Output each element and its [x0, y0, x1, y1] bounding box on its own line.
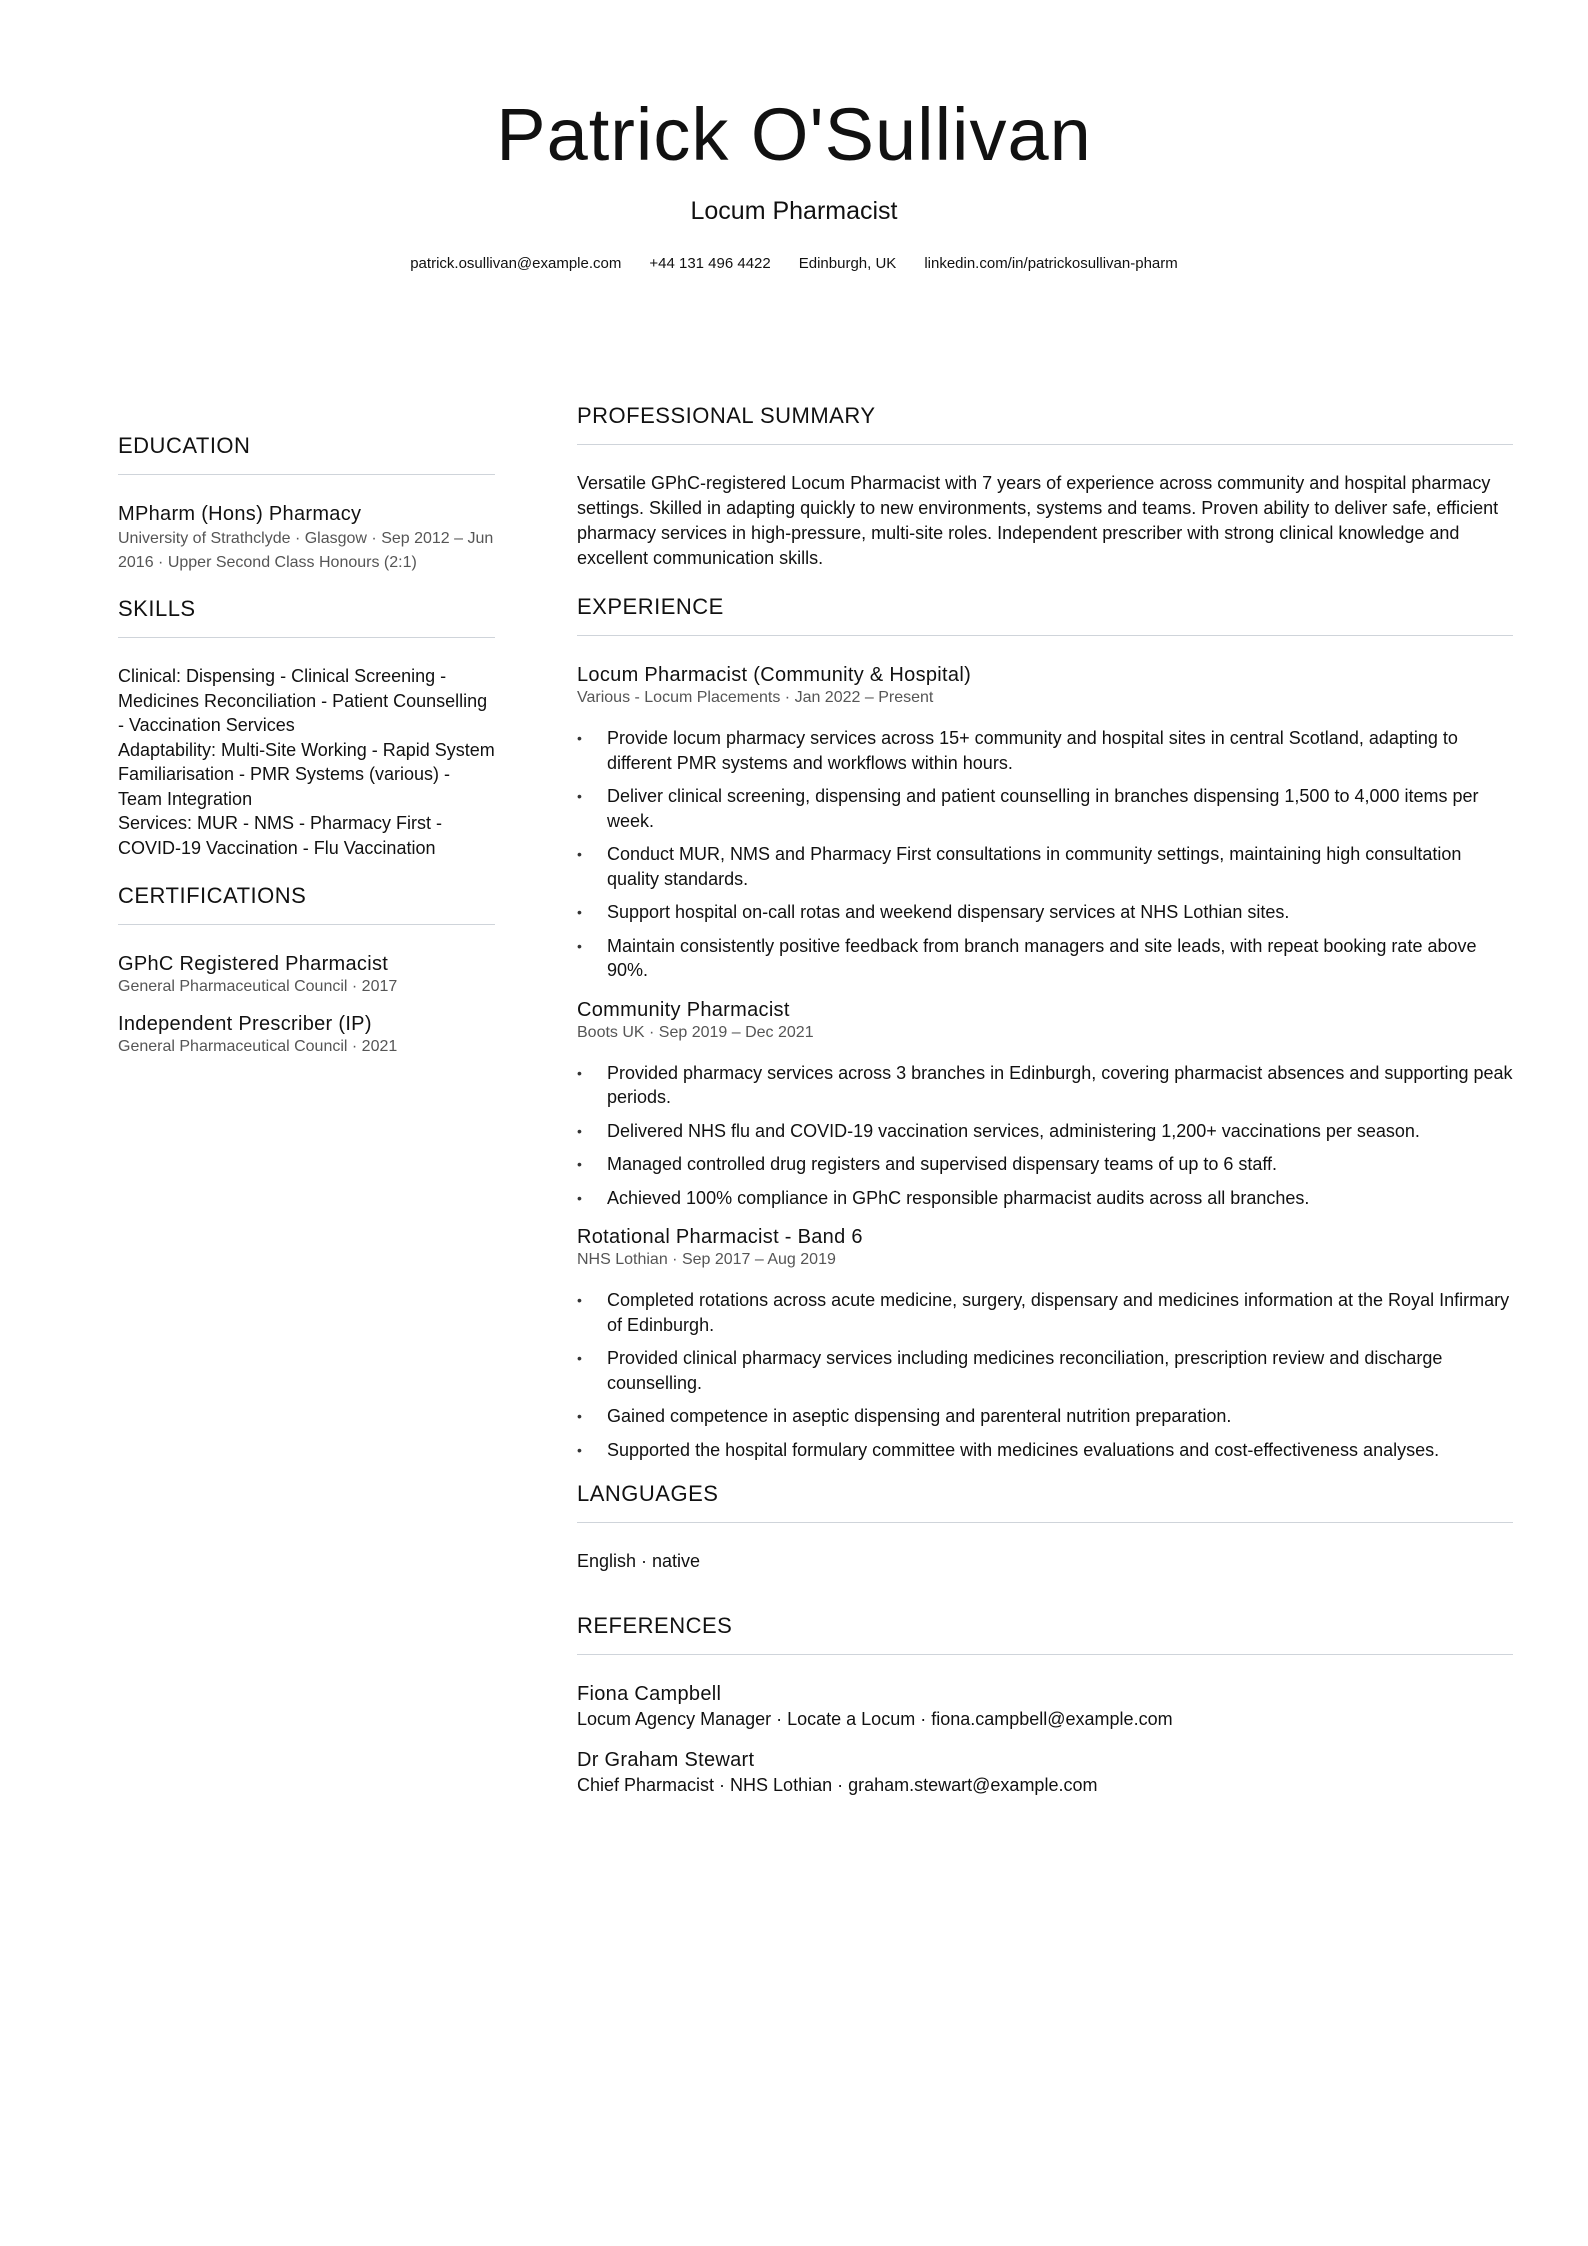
- certification-issuer: General Pharmaceutical Council · 2021: [118, 1038, 398, 1055]
- section-heading: SKILLS: [118, 595, 495, 638]
- skills-clinical: Clinical: Dispensing - Clinical Screening - Medicines Reconciliation - Patient Counselling - Vaccination Services: [118, 666, 488, 735]
- job-bullets: [577, 726, 1513, 983]
- certification-title: Independent Prescriber (IP): [118, 1013, 372, 1035]
- list-item: • Gained competence in aseptic dispensing and parenteral nutrition preparation.: [577, 1404, 1513, 1429]
- summary-text: Versatile GPhC-registered Locum Pharmacist with 7 years of experience across community and hospital pharmacy settings. Skilled in adapting quickly to new environments, systems and teams. Proven ability to deliver safe, efficient pharmacy services in high-pressure, multi-site roles. Independent prescriber with strong clinical knowledge and excellent communication skills.: [577, 473, 1499, 568]
- reference-details: Locum Agency Manager · Locate a Locum · fiona.campbell@example.com: [577, 1709, 1173, 1729]
- degree-title: MPharm (Hons) Pharmacy: [118, 503, 362, 525]
- section-heading: EDUCATION: [118, 432, 495, 475]
- section-heading: REFERENCES: [577, 1612, 1513, 1655]
- contact-location: Edinburgh, UK: [798, 255, 897, 272]
- reference-name: Dr Graham Stewart: [577, 1749, 755, 1771]
- list-item: • Conduct MUR, NMS and Pharmacy First consultations in community settings, maintaining high consultation quality standards.: [577, 842, 1513, 891]
- job-meta: NHS Lothian · Sep 2017 – Aug 2019: [577, 1251, 836, 1268]
- list-item: • Provided pharmacy services across 3 branches in Edinburgh, covering pharmacist absences and supporting peak periods.: [577, 1061, 1513, 1110]
- left-column: [118, 432, 495, 1057]
- section-heading: EXPERIENCE: [577, 593, 1513, 636]
- section-heading: LANGUAGES: [577, 1480, 1513, 1523]
- job-entry: [577, 1224, 1513, 1462]
- reference-item: [577, 1747, 1513, 1797]
- languages-section: [577, 1480, 1513, 1574]
- list-item: • Supported the hospital formulary committee with medicines evaluations and cost-effectiveness analyses.: [577, 1438, 1513, 1463]
- right-column: [577, 402, 1513, 1813]
- list-item: • Managed controlled drug registers and supervised dispensary teams of up to 6 staff.: [577, 1152, 1513, 1177]
- job-bullets: [577, 1061, 1513, 1211]
- list-item: • Completed rotations across acute medicine, surgery, dispensary and medicines information at the Royal Infirmary of Edinburgh.: [577, 1288, 1513, 1337]
- reference-item: [577, 1681, 1513, 1731]
- education-item: [118, 501, 495, 575]
- list-item: • Deliver clinical screening, dispensing and patient counselling in branches dispensing 1,500 to 4,000 items per week.: [577, 784, 1513, 833]
- job-title: Community Pharmacist: [577, 998, 790, 1021]
- job-meta: Boots UK · Sep 2019 – Dec 2021: [577, 1023, 814, 1041]
- reference-details: Chief Pharmacist · NHS Lothian · graham.stewart@example.com: [577, 1775, 1098, 1795]
- contact-phone[interactable]: +44 131 496 4422: [649, 255, 771, 272]
- list-item: • Provide locum pharmacy services across 15+ community and hospital sites in central Scotland, adapting to different PMR systems and workflows within hours.: [577, 726, 1513, 775]
- job-bullets: [577, 1288, 1513, 1462]
- experience-section: [577, 593, 1513, 1462]
- certifications-section: [118, 882, 495, 1057]
- job-title: Locum Pharmacist: [690, 197, 898, 225]
- contact-email[interactable]: patrick.osullivan@example.com: [410, 255, 622, 272]
- degree-details: University of Strathclyde · Glasgow · Sep 2012 – Jun 2016 · Upper Second Class Honours (2:1): [118, 530, 494, 571]
- summary-section: [577, 402, 1513, 571]
- job-meta: Various - Locum Placements · Jan 2022 – Present: [577, 689, 934, 706]
- education-section: [118, 432, 495, 575]
- job-title: Rotational Pharmacist - Band 6: [577, 1226, 863, 1248]
- job-entry: [577, 997, 1513, 1211]
- skills-services: Services: MUR - NMS - Pharmacy First - COVID-19 Vaccination - Flu Vaccination: [118, 813, 443, 858]
- skills-adaptability: Adaptability: Multi-Site Working - Rapid System Familiarisation - PMR Systems (various) - Team Integration: [118, 739, 495, 809]
- job-title: Locum Pharmacist (Community & Hospital): [577, 664, 972, 686]
- list-item: • Support hospital on-call rotas and weekend dispensary services at NHS Lothian sites.: [577, 900, 1513, 925]
- references-section: [577, 1612, 1513, 1797]
- language-item: English · native: [577, 1551, 701, 1571]
- candidate-name: Patrick O'Sullivan: [496, 93, 1092, 176]
- skills-section: [118, 595, 495, 860]
- certification-title: GPhC Registered Pharmacist: [118, 953, 389, 975]
- job-entry: [577, 662, 1513, 983]
- certification-item: [118, 1011, 495, 1057]
- section-heading: PROFESSIONAL SUMMARY: [577, 402, 1513, 445]
- contact-info: [0, 254, 1588, 274]
- section-heading: CERTIFICATIONS: [118, 882, 495, 925]
- certification-issuer: General Pharmaceutical Council · 2017: [118, 978, 398, 995]
- list-item: • Delivered NHS flu and COVID-19 vaccination services, administering 1,200+ vaccinations per season.: [577, 1119, 1513, 1144]
- list-item: • Achieved 100% compliance in GPhC responsible pharmacist audits across all branches.: [577, 1186, 1513, 1211]
- contact-linkedin[interactable]: linkedin.com/in/patrickosullivan-pharm: [924, 255, 1178, 272]
- list-item: • Maintain consistently positive feedback from branch managers and site leads, with repeat booking rate above 90%.: [577, 934, 1513, 983]
- reference-name: Fiona Campbell: [577, 1683, 722, 1705]
- certification-item: [118, 951, 495, 997]
- list-item: • Provided clinical pharmacy services including medicines reconciliation, prescription review and discharge counselling.: [577, 1346, 1513, 1395]
